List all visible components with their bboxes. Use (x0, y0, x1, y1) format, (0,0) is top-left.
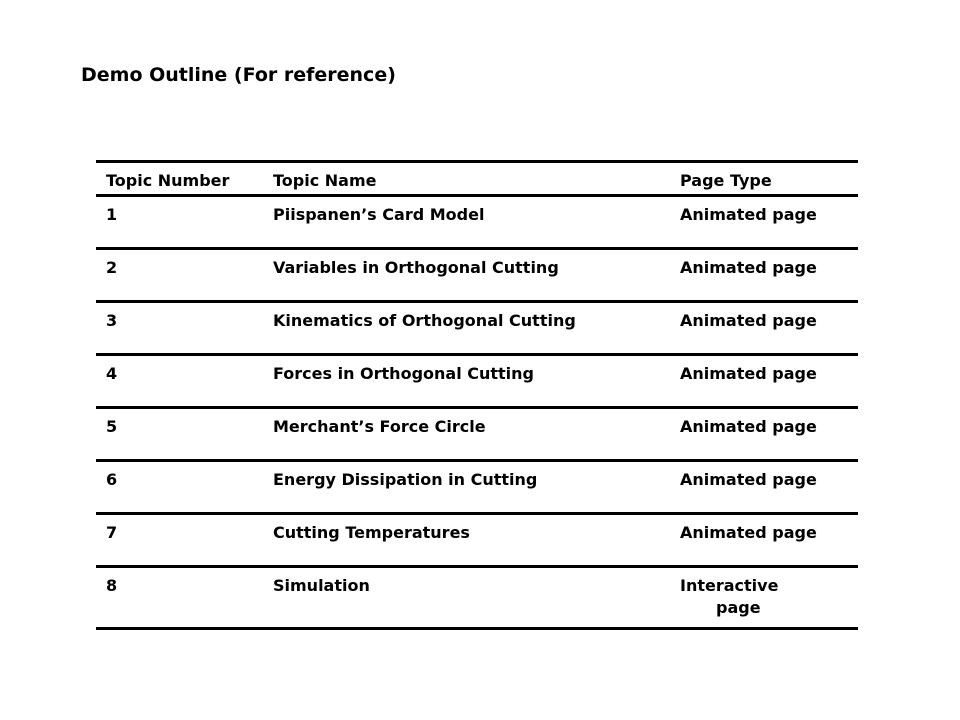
topic-number: 1 (96, 196, 263, 249)
topic-name: Merchant’s Force Circle (263, 408, 670, 461)
table-row (96, 408, 858, 461)
topic-number: 2 (96, 249, 263, 302)
page-type-line2: page (716, 598, 761, 617)
topic-number: 3 (96, 302, 263, 355)
page-type (670, 567, 858, 629)
table-row (96, 461, 858, 514)
topic-name: Piispanen’s Card Model (263, 196, 670, 249)
page-type-wrap (680, 575, 790, 619)
page-type-line1: Interactive (680, 576, 779, 595)
header-topic-name: Topic Name (263, 162, 670, 196)
page-title: Demo Outline (For reference) (81, 64, 396, 86)
topic-name: Kinematics of Orthogonal Cutting (263, 302, 670, 355)
page-type: Animated page (670, 514, 858, 567)
table-row (96, 302, 858, 355)
table-row (96, 355, 858, 408)
table-row (96, 567, 858, 629)
page-type: Animated page (670, 461, 858, 514)
topic-number: 7 (96, 514, 263, 567)
page-type: Animated page (670, 302, 858, 355)
table-row (96, 249, 858, 302)
topic-number: 4 (96, 355, 263, 408)
table-header-row (96, 162, 858, 196)
topic-name: Energy Dissipation in Cutting (263, 461, 670, 514)
table-row (96, 514, 858, 567)
header-topic-number: Topic Number (96, 162, 263, 196)
table-row (96, 196, 858, 249)
header-page-type: Page Type (670, 162, 858, 196)
demo-outline-table (96, 160, 858, 630)
topic-number: 5 (96, 408, 263, 461)
topic-name: Variables in Orthogonal Cutting (263, 249, 670, 302)
page-type: Animated page (670, 355, 858, 408)
page-type: Animated page (670, 249, 858, 302)
topic-number: 8 (96, 567, 263, 629)
page-type: Animated page (670, 408, 858, 461)
page-type: Animated page (670, 196, 858, 249)
topic-number: 6 (96, 461, 263, 514)
topic-name: Simulation (263, 567, 670, 629)
topic-name: Forces in Orthogonal Cutting (263, 355, 670, 408)
topic-name: Cutting Temperatures (263, 514, 670, 567)
